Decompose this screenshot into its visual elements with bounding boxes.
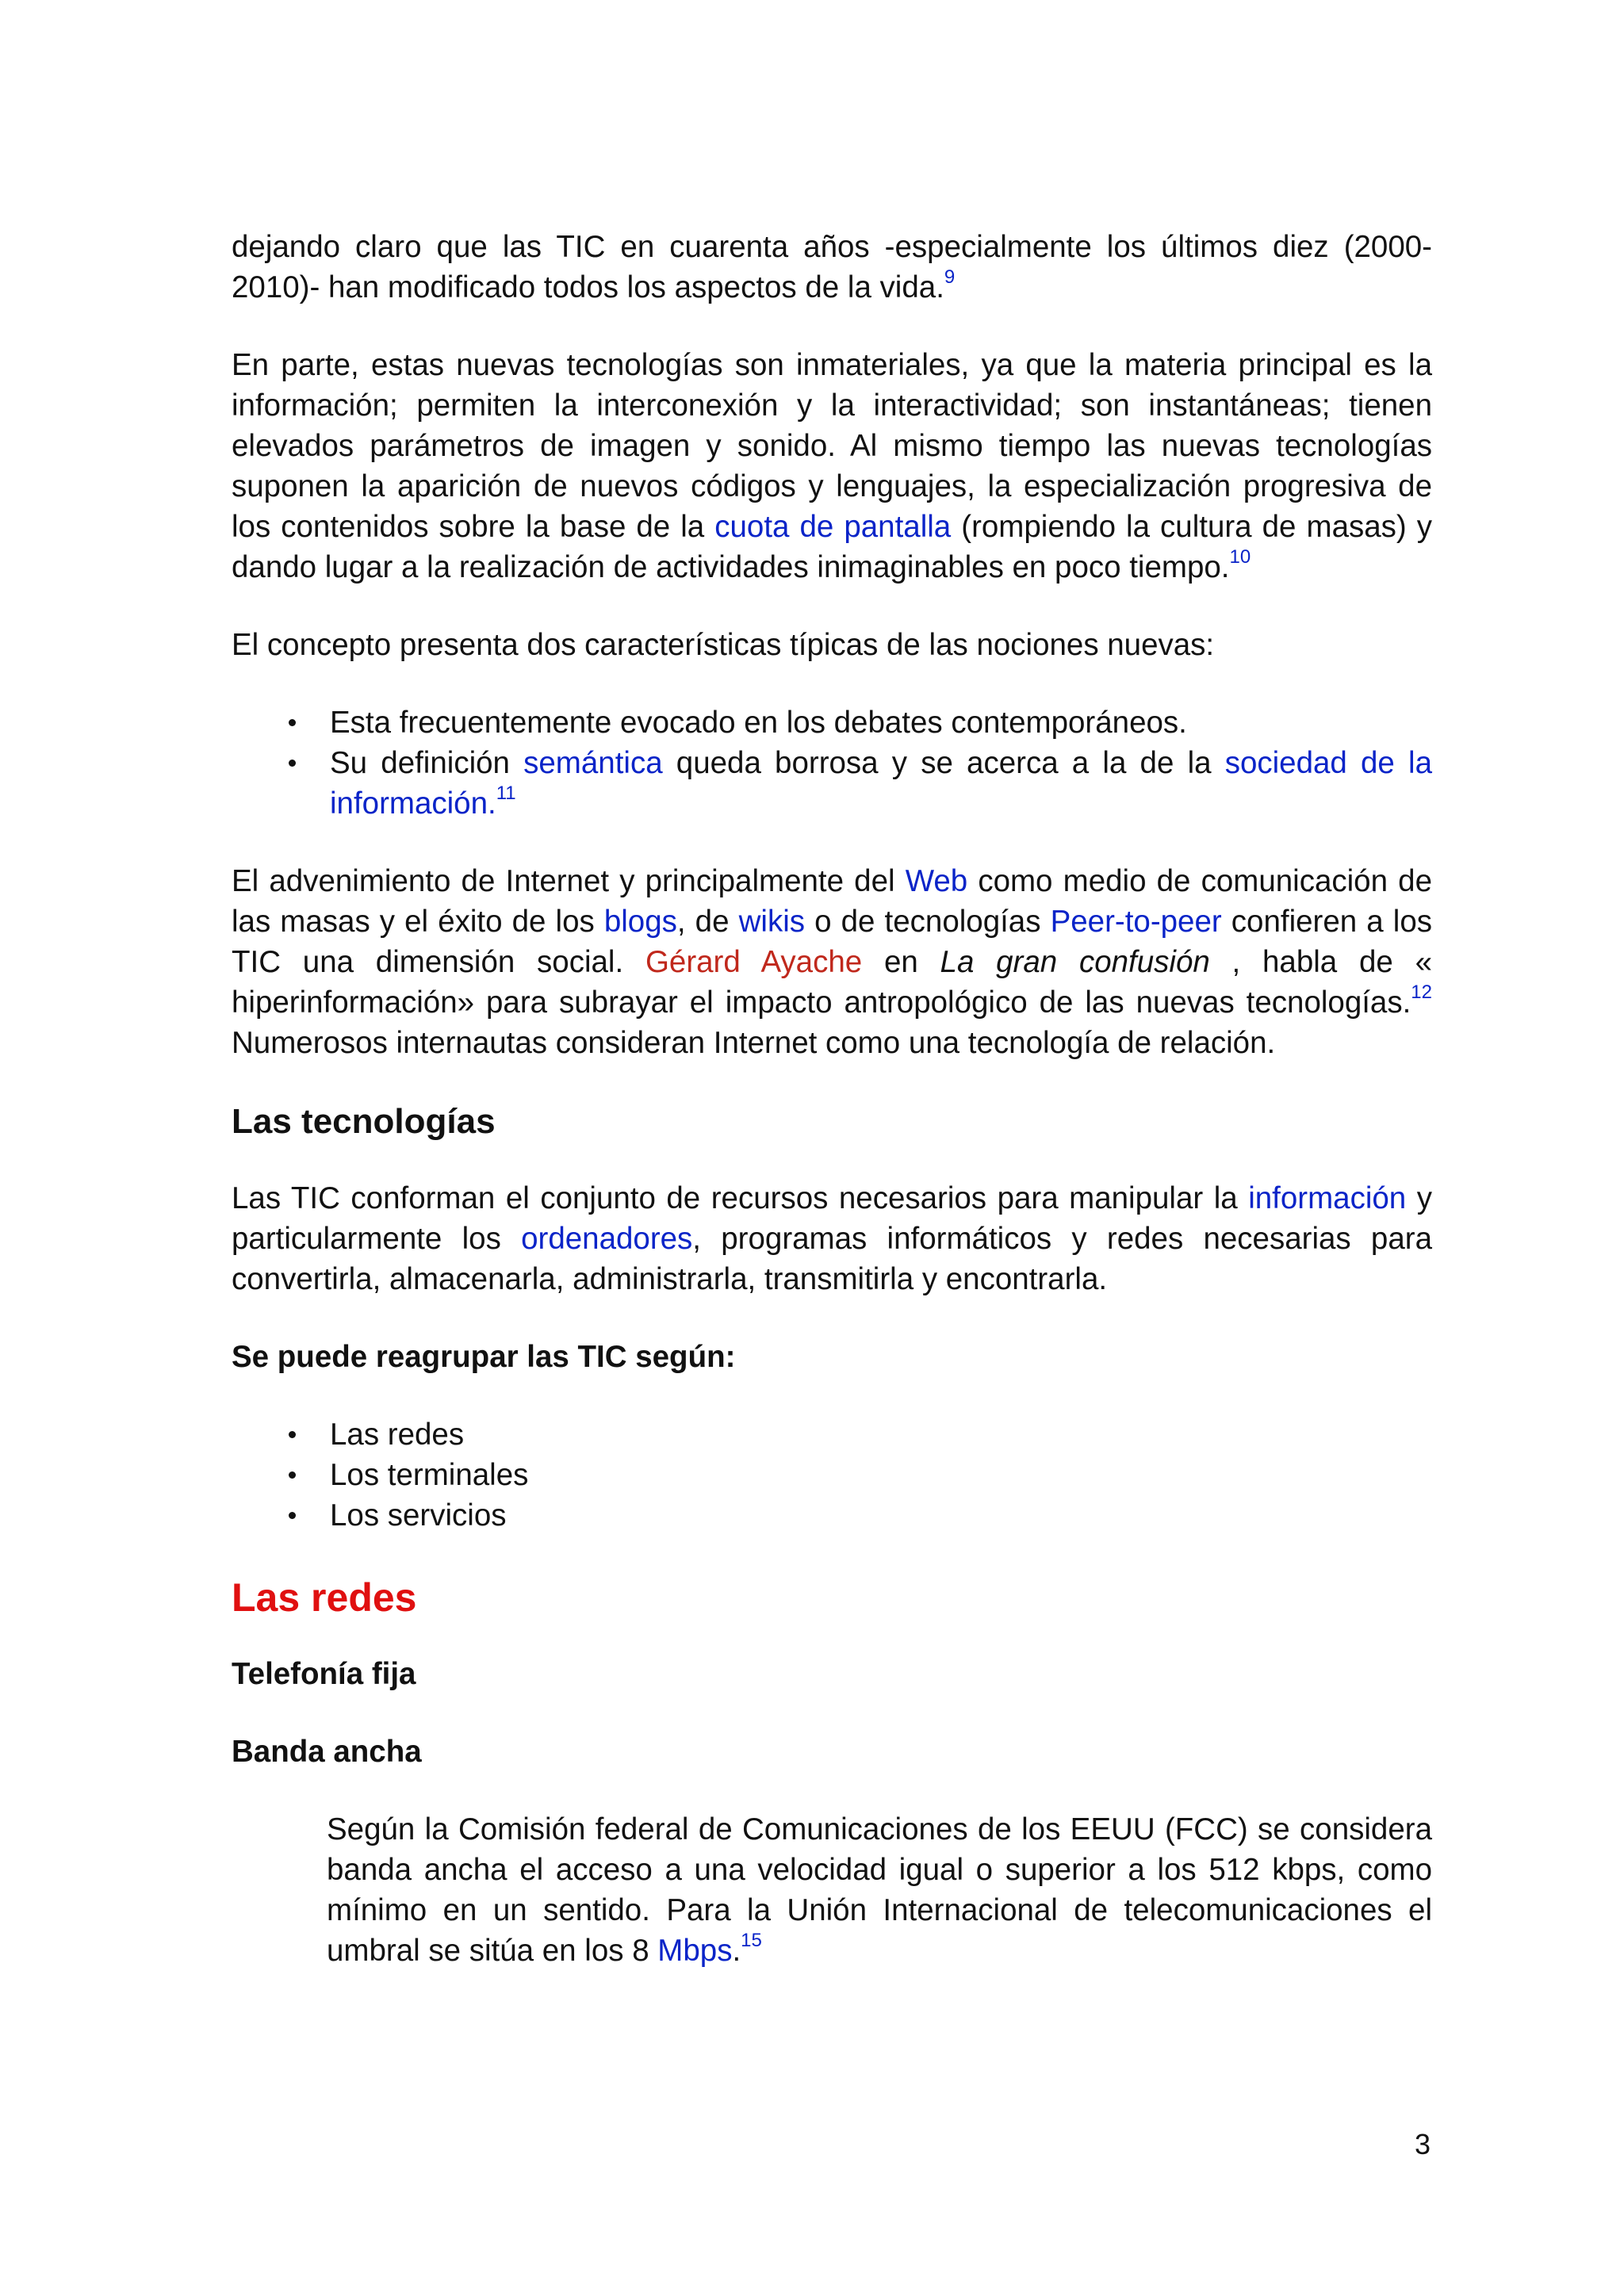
text-run: , habla de « hiperinformación» para subrayar el impacto antropológico de las nuevas tecnologías. <box>232 945 1433 1020</box>
list-item <box>232 1455 1432 1495</box>
bullet-icon <box>289 1471 296 1479</box>
text-run: queda borrosa y se acerca a la de la <box>662 746 1225 780</box>
bullet-icon <box>289 1431 296 1438</box>
text-run: (rompiendo la cultura de masas) y dando lugar a la realización de actividades inimaginables en poco tiempo. <box>232 510 1433 584</box>
paragraph-banda-ancha <box>327 1809 1432 1971</box>
link-web[interactable]: Web <box>905 864 968 898</box>
bullet-icon <box>289 719 296 726</box>
text-run: Las TIC conforman el conjunto de recursos necesarios para manipular la <box>232 1181 1249 1215</box>
list-item <box>232 1414 1432 1455</box>
text-run: o de tecnologías <box>805 905 1051 939</box>
list-item <box>232 702 1432 743</box>
book-title: La gran confusión <box>940 945 1210 979</box>
link-cuota-de-pantalla[interactable]: cuota de pantalla <box>714 510 952 544</box>
page-content <box>232 227 1432 1971</box>
bullet-icon <box>289 760 296 767</box>
link-wikis[interactable]: wikis <box>738 905 806 939</box>
list-item <box>232 743 1432 824</box>
text-run: en <box>862 945 940 979</box>
heading-banda-ancha: Banda ancha <box>232 1735 422 1769</box>
footnote-link[interactable]: 11 <box>496 783 516 804</box>
text-run: . <box>732 1934 741 1968</box>
footnote-ref-10[interactable] <box>1229 546 1251 568</box>
paragraph-text: dejando claro que las TIC en cuarenta años -especialmente los últimos diez (2000-2010)- han modificado todos los aspectos de la vida. <box>232 230 1432 304</box>
footnote-ref-15[interactable] <box>741 1930 762 1951</box>
paragraph-conforman <box>232 1178 1432 1299</box>
list-item-text: Los terminales <box>330 1458 529 1492</box>
text-run: , programas informáticos y redes necesarias para convertirla, almacenarla, administrarla, transmitirla y encontrarla. <box>232 1222 1432 1296</box>
text-run: El advenimiento de Internet y principalmente del <box>232 864 906 898</box>
text-run: y particularmente los <box>232 1181 1432 1256</box>
list-item-text: Las redes <box>330 1418 465 1452</box>
text-run: En parte, estas nuevas tecnologías son inmateriales, ya que la materia principal es la información; permiten la interconexión y la interactividad; son instantáneas; tienen elevados parámetros de imagen y sonido. Al mismo tiempo las nuevas tecnologías suponen la aparición de nuevos códigos y lenguajes, la especialización progresiva de los contenidos sobre la base de la <box>232 348 1432 544</box>
heading-telefonia-fija: Telefonía fija <box>232 1657 416 1691</box>
heading-las-redes: Las redes <box>232 1575 417 1620</box>
text-run: Su definición <box>330 746 524 780</box>
list-item <box>232 1495 1432 1536</box>
link-semantica[interactable]: semántica <box>523 746 663 780</box>
text-run: Según la Comisión federal de Comunicaciones de los EEUU (FCC) se considera banda ancha el acceso a una velocidad igual o superior a los 512 kbps, como mínimo en un sentido. Para la Unión Internacional de telecomunicaciones el umbral se sitúa en los 8 <box>327 1812 1432 1968</box>
paragraph-inmateriales <box>232 345 1432 587</box>
list-agrupacion <box>232 1414 1432 1536</box>
footnote-link[interactable]: 9 <box>944 266 956 288</box>
footnote-link[interactable]: 12 <box>1411 982 1432 1003</box>
list-item-text: Los servicios <box>330 1498 507 1533</box>
paragraph-intro <box>232 227 1432 308</box>
list-item-text: Esta frecuentemente evocado en los debates contemporáneos. <box>330 706 1187 740</box>
link-mbps[interactable]: Mbps <box>657 1934 733 1968</box>
text-run: confieren a los TIC una dimensión social. <box>232 905 1432 979</box>
footnote-ref-12[interactable] <box>1411 982 1432 1003</box>
link-sociedad-de-la-informacion[interactable]: sociedad de la información. <box>330 746 1432 821</box>
bullet-icon <box>289 1512 296 1519</box>
footnote-link[interactable]: 10 <box>1229 546 1251 568</box>
paragraph-advenimiento <box>232 861 1432 1063</box>
footnote-ref-9[interactable] <box>944 266 955 288</box>
paragraph-concepto: El concepto presenta dos características típicas de las nociones nuevas: <box>232 628 1215 662</box>
link-ordenadores[interactable]: ordenadores <box>521 1222 693 1256</box>
link-peer-to-peer[interactable]: Peer-to-peer <box>1050 905 1222 939</box>
page-number: 3 <box>1415 2128 1431 2160</box>
text-run: Numerosos internautas consideran Internet como una tecnología de relación. <box>232 1026 1276 1060</box>
footnote-ref-11[interactable] <box>496 783 516 804</box>
heading-las-tecnologias: Las tecnologías <box>232 1102 496 1141</box>
link-informacion[interactable]: información <box>1248 1181 1407 1215</box>
link-blogs[interactable]: blogs <box>603 905 677 939</box>
link-gerard-ayache[interactable]: Gérard Ayache <box>645 945 863 979</box>
list-caracteristicas <box>232 702 1432 824</box>
text-run: , de <box>676 905 739 939</box>
heading-reagrupar: Se puede reagrupar las TIC según: <box>232 1340 736 1374</box>
footnote-link[interactable]: 15 <box>741 1930 762 1951</box>
text-run: como medio de comunicación de las masas y el éxito de los <box>232 864 1432 939</box>
